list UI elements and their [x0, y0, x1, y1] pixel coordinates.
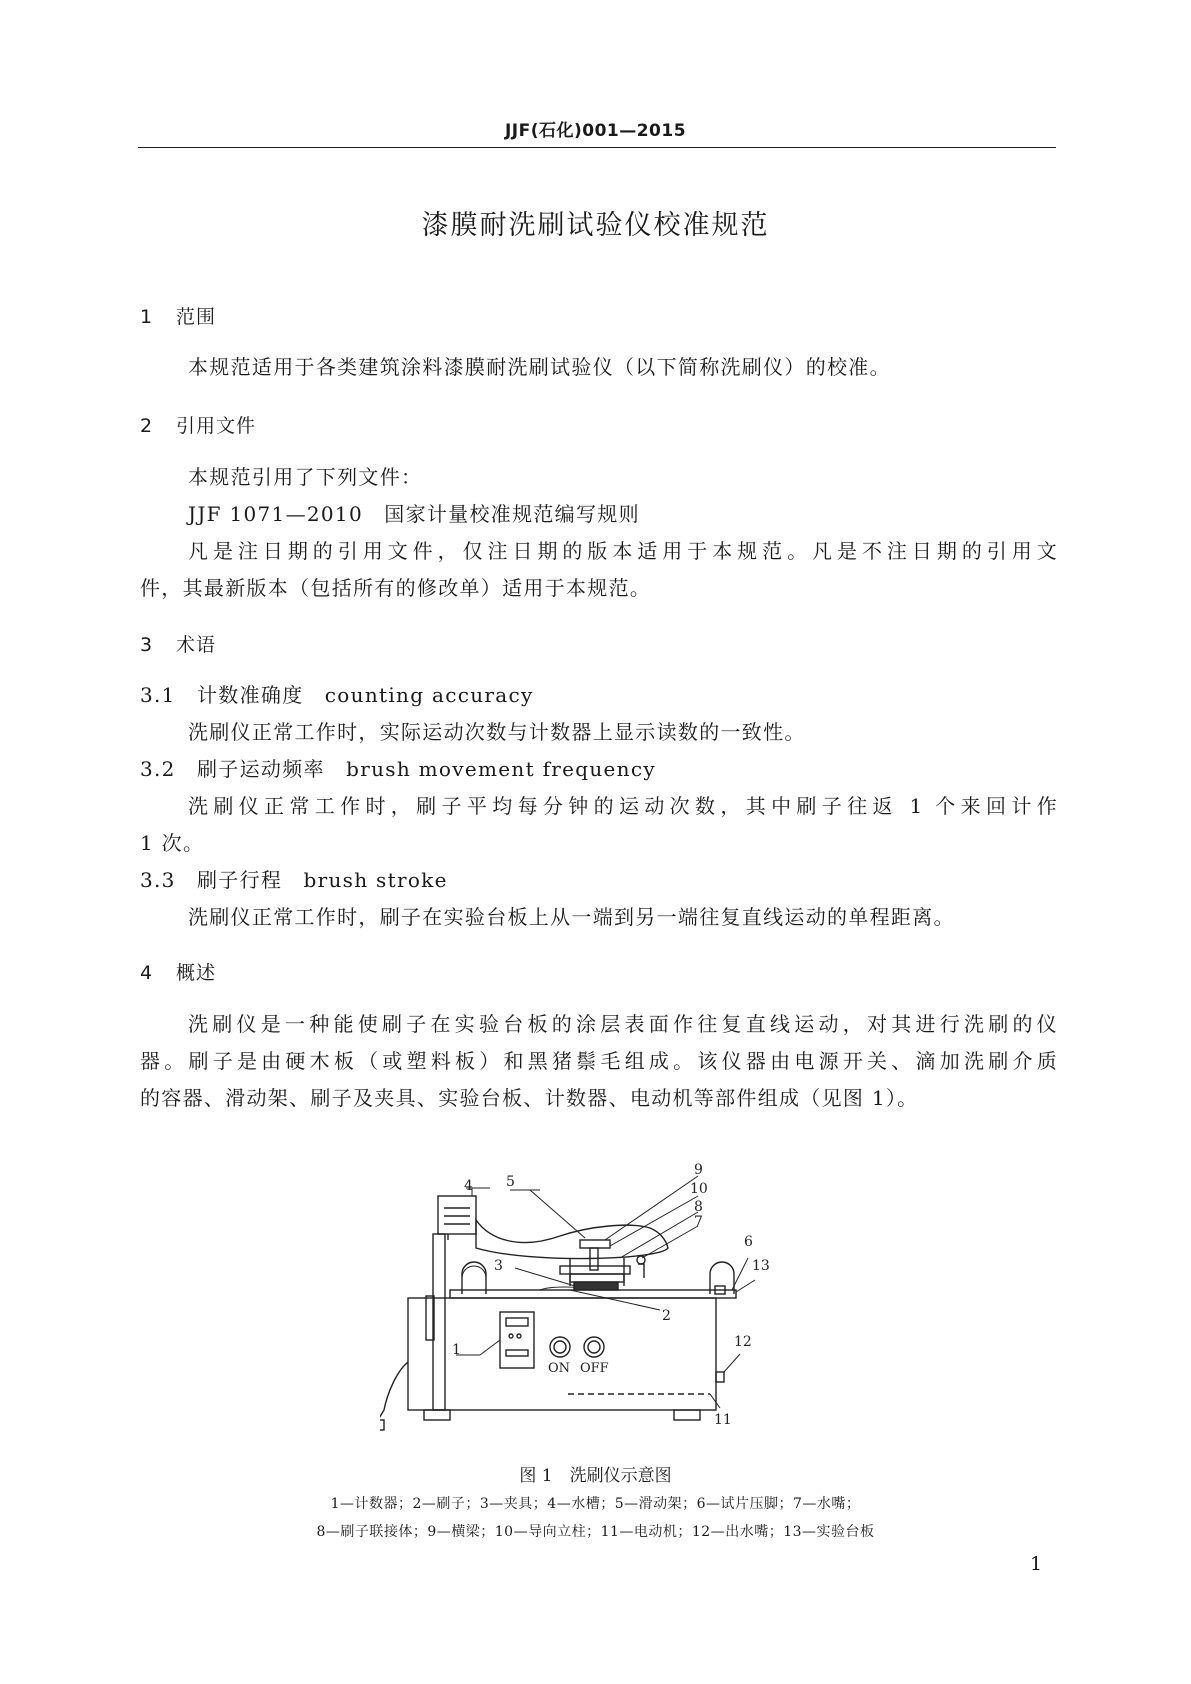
section-2-line-3a: 凡是注日期的引用文件，仅注日期的版本适用于本规范。凡是不注日期的引用文	[188, 539, 1058, 563]
label-13: 13	[752, 1258, 770, 1274]
section-number: 3	[140, 634, 154, 656]
term-3-1-text: 洗刷仪正常工作时，实际运动次数与计数器上显示读数的一致性。	[188, 720, 806, 744]
section-2-line-3b: 件，其最新版本（包括所有的修改单）适用于本规范。	[140, 576, 652, 600]
section-number: 1	[140, 306, 154, 328]
label-1: 1	[452, 1342, 461, 1358]
section-number: 2	[140, 415, 154, 437]
brush-assembly	[560, 1240, 645, 1290]
section-1-text: 本规范适用于各类建筑涂料漆膜耐洗刷试验仪（以下简称洗刷仪）的校准。	[188, 355, 891, 379]
label-12: 12	[734, 1334, 752, 1350]
foot-right	[674, 1410, 700, 1420]
label-7: 7	[694, 1214, 703, 1230]
section-4-heading	[140, 958, 216, 985]
section-title: 引用文件	[176, 415, 257, 437]
on-label: ON	[548, 1361, 571, 1376]
label-4: 4	[464, 1178, 473, 1194]
foot-left	[424, 1410, 450, 1420]
section-4-text-a: 洗刷仪是一种能使刷子在实验台板的涂层表面作往复直线运动，对其进行洗刷的仪	[188, 1012, 1058, 1036]
document-title: 漆膜耐洗刷试验仪校准规范	[421, 210, 770, 241]
label-6: 6	[744, 1234, 753, 1250]
on-switch-inner	[554, 1341, 566, 1353]
section-4-text-c: 的容器、滑动架、刷子及夹具、实验台板、计数器、电动机等部件组成（见图 1）。	[140, 1086, 919, 1110]
section-2-line-2: JJF 1071—2010 国家计量校准规范编写规则	[188, 502, 640, 526]
outlet-spout	[716, 1372, 724, 1382]
section-title: 概述	[176, 962, 217, 984]
figure-legend-line-2: 8—刷子联接体；9—横梁；10—导向立柱；11—电动机；12—出水嘴；13—实验台板	[316, 1524, 875, 1540]
label-5: 5	[506, 1174, 515, 1190]
document-header: JJF(石化)001—2015	[504, 121, 687, 141]
power-cord	[380, 1362, 408, 1420]
section-title: 术语	[176, 634, 217, 656]
label-3: 3	[494, 1258, 503, 1274]
term-3-3-text: 洗刷仪正常工作时，刷子在实验台板上从一端到另一端往复直线运动的单程距离。	[188, 905, 955, 929]
term-3-3-heading: 3.3 刷子行程 brush stroke	[140, 868, 448, 892]
off-switch	[584, 1337, 604, 1357]
section-number: 4	[140, 962, 154, 984]
label-8: 8	[694, 1199, 703, 1215]
section-2-heading	[140, 411, 256, 438]
label-10: 10	[690, 1181, 708, 1197]
term-3-2-text-b: 1 次。	[140, 831, 205, 855]
figure-caption: 图 1 洗刷仪示意图	[519, 1466, 672, 1486]
page-number: 1	[1030, 1553, 1043, 1575]
on-switch	[550, 1337, 570, 1357]
label-9: 9	[694, 1162, 703, 1178]
term-3-2-text-a: 洗刷仪正常工作时，刷子平均每分钟的运动次数，其中刷子往返 1 个来回计作	[188, 794, 1058, 818]
press-foot-right	[710, 1262, 734, 1294]
press-foot-left	[462, 1262, 486, 1294]
section-1-heading	[140, 302, 216, 329]
label-11: 11	[714, 1412, 732, 1428]
figure-legend-line-1: 1—计数器；2—刷子；3—夹具；4—水槽；5—滑动架；6—试片压脚；7—水嘴；	[330, 1496, 861, 1512]
header-rule	[138, 147, 1056, 148]
left-column	[433, 1234, 445, 1410]
off-switch-inner	[588, 1341, 600, 1353]
section-2-line-1: 本规范引用了下列文件：	[188, 465, 423, 489]
test-table-plate	[450, 1290, 736, 1298]
sliding-frame	[476, 1220, 668, 1259]
term-3-1-heading: 3.1 计数准确度 counting accuracy	[140, 683, 534, 707]
washing-tester-diagram	[380, 1140, 820, 1440]
section-3-heading	[140, 630, 216, 657]
power-plug	[380, 1420, 384, 1430]
section-title: 范围	[176, 306, 217, 328]
label-2: 2	[662, 1308, 671, 1324]
section-4-text-b: 器。刷子是由硬木板（或塑料板）和黑猪鬃毛组成。该仪器由电源开关、滴加洗刷介质	[140, 1049, 1058, 1073]
off-label: OFF	[580, 1361, 609, 1376]
term-3-2-heading: 3.2 刷子运动频率 brush movement frequency	[140, 757, 656, 781]
counter	[500, 1312, 534, 1368]
